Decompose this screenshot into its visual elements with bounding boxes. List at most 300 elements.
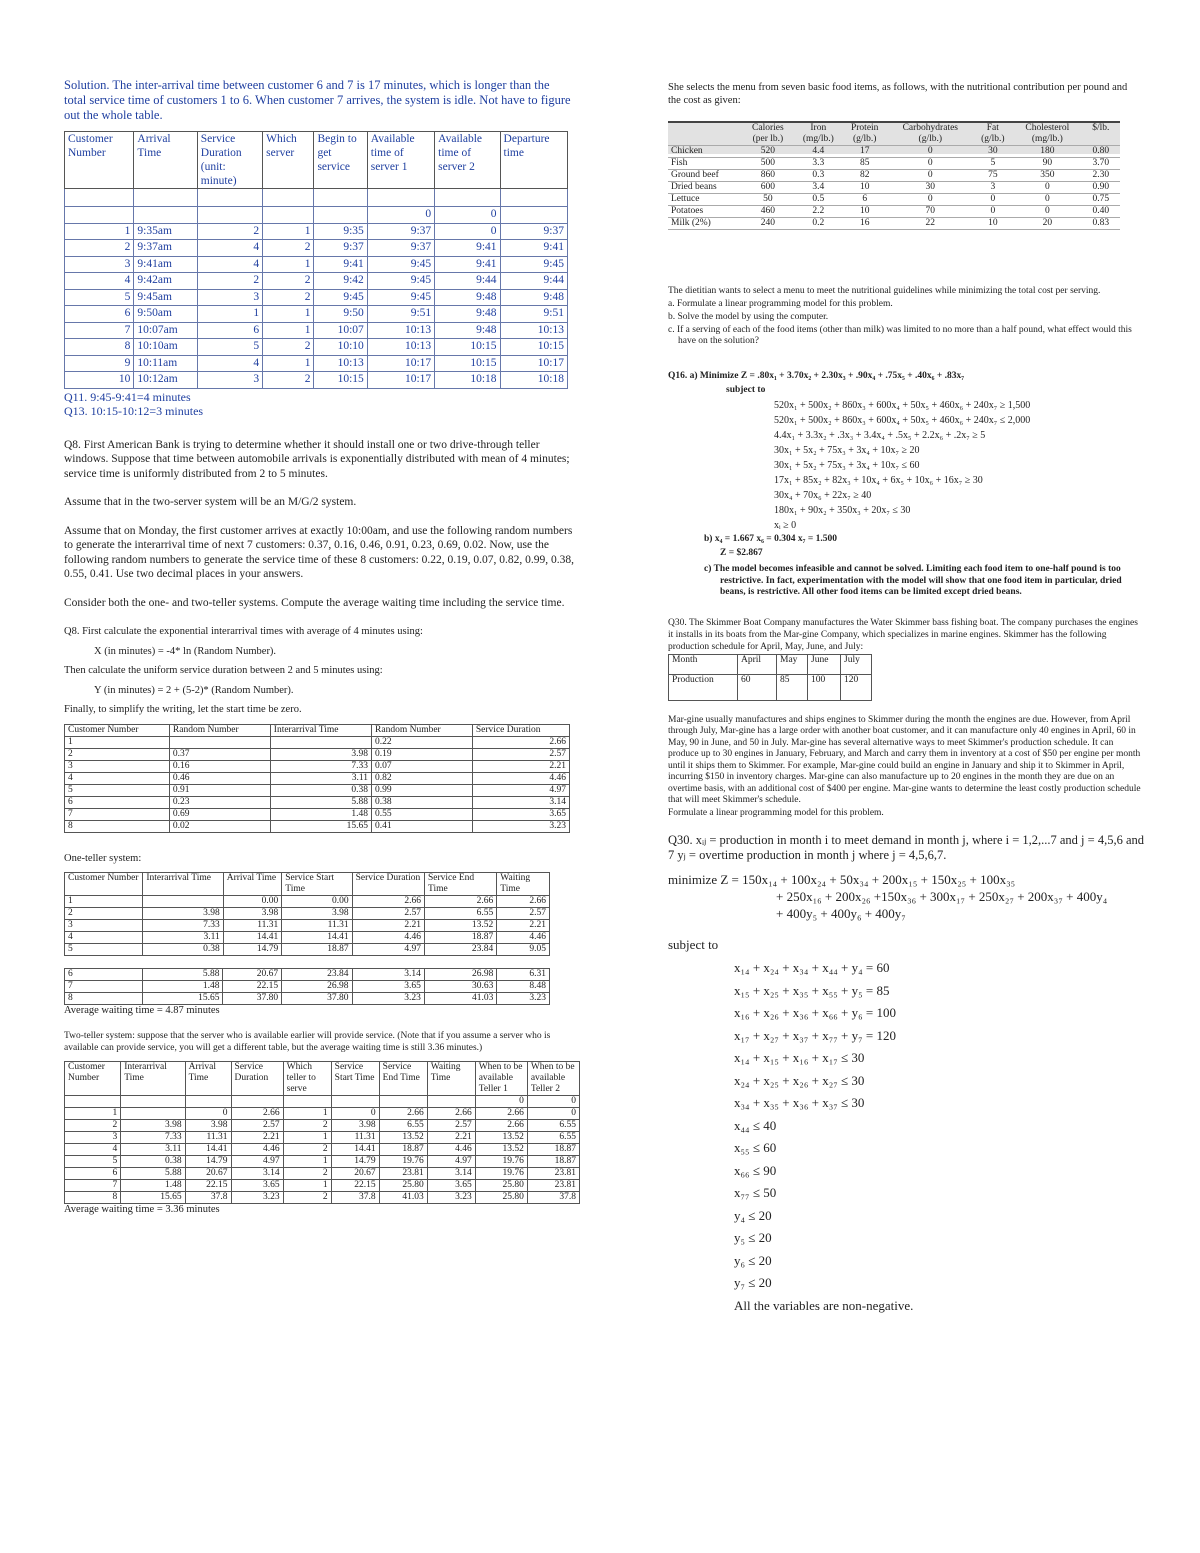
cell: 18.87	[527, 1155, 579, 1167]
arrival-row	[65, 339, 568, 356]
cell: 7.33	[143, 920, 223, 932]
cell: 350	[1013, 170, 1082, 182]
cell: 2	[283, 1167, 331, 1179]
cell: 0.23	[169, 796, 270, 808]
cell: 4	[65, 273, 134, 290]
cell: 3.4	[795, 182, 841, 194]
cell: 9:41	[435, 256, 500, 273]
cell: 10:13	[367, 339, 434, 356]
header-cell: Available time of server 2	[435, 132, 500, 189]
cell: 2	[65, 748, 170, 760]
cell: 3.98	[270, 748, 371, 760]
cell: 4.46	[352, 932, 424, 944]
cell: 2.2	[795, 206, 841, 218]
cell: 9:42	[314, 273, 367, 290]
cell: 9:41	[314, 256, 367, 273]
cell: 2.66	[497, 896, 550, 908]
cell: 2.66	[424, 896, 496, 908]
cell: 2	[65, 908, 143, 920]
cell: 0	[973, 206, 1013, 218]
cell: 500	[741, 158, 795, 170]
cell: 22.15	[331, 1179, 379, 1191]
cell: 1	[263, 306, 314, 323]
random-row	[65, 808, 570, 820]
cell: 3.70	[1082, 158, 1120, 170]
cell: 3.23	[352, 993, 424, 1005]
lp-constraint: x₁₄ + x₁₅ + x₁₆ + x₁₇ ≤ 30	[734, 1050, 865, 1065]
cell: 3.98	[331, 1119, 379, 1131]
one-teller-row	[65, 981, 550, 993]
cell: 19.76	[475, 1167, 527, 1179]
arrival-row	[65, 256, 568, 273]
cell: 85	[842, 158, 888, 170]
cell: 10	[65, 372, 134, 389]
cell: 9:37	[367, 240, 434, 257]
cell: 9:50	[314, 306, 367, 323]
q16-constraint: 30x₁ + 5x₂ + 75x₃ + 3x₄ + 10x₇ ≥ 20	[774, 445, 920, 456]
cell: 0.02	[169, 820, 270, 832]
cell: 25.80	[475, 1179, 527, 1191]
cell: 0.00	[223, 896, 282, 908]
two-teller-row	[65, 1119, 580, 1131]
cell: 10:18	[500, 372, 567, 389]
header-cell: Arrival Time	[223, 873, 282, 896]
cell: June	[808, 654, 841, 674]
q16-constraints	[668, 398, 1148, 533]
cell: 26.98	[424, 969, 496, 981]
header-cell: Fat (g/lb.)	[973, 122, 1013, 146]
cell: 9:48	[435, 289, 500, 306]
two-teller-body	[65, 1095, 580, 1203]
arrival-init-row	[65, 207, 568, 224]
cell: 16	[842, 218, 888, 230]
cell: 6	[65, 306, 134, 323]
cell: 2.21	[427, 1131, 475, 1143]
one-teller-table-continued	[64, 968, 550, 1005]
header-cell: Customer Number	[65, 132, 134, 189]
cell: 0.75	[1082, 194, 1120, 206]
q16-head: Q16. a) Minimize Z = .80x₁ + 3.70x₂ + 2.30x₃ + .90x₄ + .75x₅ + .40x₆ + .83x₇	[668, 371, 965, 381]
cell: 0.00	[282, 896, 352, 908]
cell: 3.65	[427, 1179, 475, 1191]
cell: May	[777, 654, 808, 674]
one-teller-row	[65, 908, 550, 920]
header-cell: Service Start Time	[282, 873, 352, 896]
cell: 13.52	[475, 1143, 527, 1155]
q16-constraint: 17x₁ + 85x₂ + 82x₃ + 10x₄ + 6x₅ + 10x₆ + 16x₇ ≥ 30	[774, 475, 983, 486]
cell: 3	[197, 289, 262, 306]
cell: 41.03	[424, 993, 496, 1005]
cell: 6	[65, 969, 143, 981]
one-teller-row	[65, 969, 550, 981]
header-cell: Service End Time	[424, 873, 496, 896]
two-teller-row	[65, 1191, 580, 1203]
cell: 5	[973, 158, 1013, 170]
header-cell: Cholesterol (mg/lb.)	[1013, 122, 1082, 146]
cell: 0	[435, 207, 500, 224]
q8-calc-2: Then calculate the uniform service duration between 2 and 5 minutes using:	[64, 665, 383, 676]
cell: Potatoes	[668, 206, 741, 218]
cell: 3	[65, 1131, 121, 1143]
cell: 0	[185, 1107, 231, 1119]
arrival-row	[65, 223, 568, 240]
two-teller-intro: Two-teller system: suppose that the server who is available earlier will provide service. (Note that if you assume a server who is available can provide service, you will get a different table, but the average waiting time is still 3.36 minutes.)	[64, 1030, 551, 1053]
cell: 9:51	[367, 306, 434, 323]
cell: 9	[65, 355, 134, 372]
cell: 10	[842, 206, 888, 218]
cell	[169, 736, 270, 748]
cell: 0	[888, 158, 973, 170]
cell: 0.46	[169, 772, 270, 784]
lp-constraint: y₅ ≤ 20	[734, 1230, 772, 1245]
cell: 2.66	[475, 1107, 527, 1119]
food-row	[668, 194, 1120, 206]
cell: 2	[263, 289, 314, 306]
lp-constraint: x₂₄ + x₂₅ + x₂₆ + x₂₇ ≤ 30	[734, 1072, 865, 1088]
cell: 15.65	[121, 1191, 185, 1203]
cell: 0.41	[372, 820, 473, 832]
solution-text: Solution. The inter-arrival time between customer 6 and 7 is 17 minutes, which is longer than the total service time of customers 1 to 6. When customer 7 arrives, the system is idle. Not have to figure out the whole table.	[64, 78, 571, 122]
cell: 4	[197, 355, 262, 372]
cell: 0.55	[372, 808, 473, 820]
lp-constraint: x₁₅ + x₂₅ + x₃₅ + x₅₅ + y₅ = 85	[734, 982, 890, 998]
header-cell: Customer Number	[65, 1061, 121, 1095]
header-cell: Protein (g/lb.)	[842, 122, 888, 146]
cell: 5.88	[143, 969, 223, 981]
arrival-table-header	[65, 132, 568, 189]
one-teller-label: One-teller system:	[64, 852, 142, 864]
cell: 1	[283, 1107, 331, 1119]
cell: 90	[1013, 158, 1082, 170]
random-row	[65, 736, 570, 748]
q16-constraint: 30x₁ + 5x₂ + 75x₃ + 3x₄ + 10x₇ ≤ 60	[774, 460, 920, 471]
cell: 3.65	[352, 981, 424, 993]
cell: 6	[65, 1167, 121, 1179]
cell: 4.46	[497, 932, 550, 944]
cell: 7	[65, 808, 170, 820]
cell: 7.33	[121, 1131, 185, 1143]
cell: 20	[1013, 218, 1082, 230]
lp-constraint: x₇₇ ≤ 50	[734, 1185, 777, 1200]
cell: 2	[283, 1119, 331, 1131]
task-b: b. Solve the model by using the computer.	[668, 312, 829, 322]
cell: 14.41	[282, 932, 352, 944]
cell: 4.97	[352, 944, 424, 956]
header-cell: Service Start Time	[331, 1061, 379, 1095]
cell: 10:18	[435, 372, 500, 389]
cell: 2.66	[472, 736, 569, 748]
cell: Ground beef	[668, 170, 741, 182]
objective-function	[668, 871, 1148, 922]
arrival-row	[65, 289, 568, 306]
cell: 0.19	[372, 748, 473, 760]
food-row	[668, 182, 1120, 194]
q16-constraint: 180x₁ + 90x₂ + 350x₃ + 20x₇ ≤ 30	[774, 505, 911, 516]
cell: 10:17	[367, 372, 434, 389]
one-teller-body-a	[65, 896, 550, 956]
cell: 60	[738, 674, 777, 700]
header-cell: Waiting Time	[497, 873, 550, 896]
cell: 0.83	[1082, 218, 1120, 230]
cell: 2.30	[1082, 170, 1120, 182]
cell: 2	[263, 273, 314, 290]
two-teller-row	[65, 1131, 580, 1143]
cell: 10:07am	[134, 322, 197, 339]
header-cell: When to be available Teller 1	[475, 1061, 527, 1095]
cell: 1	[65, 223, 134, 240]
production-row	[669, 674, 872, 700]
cell: 8	[65, 339, 134, 356]
header-cell: Which server	[263, 132, 314, 189]
food-row	[668, 170, 1120, 182]
cell: 10:15	[500, 339, 567, 356]
cell: 10	[842, 182, 888, 194]
random-row	[65, 760, 570, 772]
cell: 460	[741, 206, 795, 218]
lp-constraint: x₁₇ + x₂₇ + x₃₇ + x₇₇ + y₇ = 120	[734, 1027, 896, 1043]
cell: 2	[197, 273, 262, 290]
header-cell: Customer Number	[65, 873, 143, 896]
cell: 3.23	[497, 993, 550, 1005]
header-cell: Which teller to serve	[283, 1061, 331, 1095]
cell: 3	[65, 256, 134, 273]
arrival-row	[65, 372, 568, 389]
header-cell: Waiting Time	[427, 1061, 475, 1095]
header-cell: Available time of server 1	[367, 132, 434, 189]
cell: 37.8	[185, 1191, 231, 1203]
cell: 30	[888, 182, 973, 194]
one-teller-table	[64, 872, 550, 956]
cell: 10:13	[314, 355, 367, 372]
arrival-row	[65, 306, 568, 323]
cell: Milk (2%)	[668, 218, 741, 230]
header-cell: Service Duration	[352, 873, 424, 896]
cell: 10:13	[500, 322, 567, 339]
cell: 37.8	[527, 1191, 579, 1203]
cell: 18.87	[379, 1143, 427, 1155]
cell: 9:44	[500, 273, 567, 290]
cell: 20.67	[331, 1167, 379, 1179]
cell: 600	[741, 182, 795, 194]
cell: Dried beans	[668, 182, 741, 194]
cell: 23.81	[527, 1179, 579, 1191]
food-row	[668, 206, 1120, 218]
cell: 3.14	[231, 1167, 283, 1179]
cell: 14.41	[331, 1143, 379, 1155]
cell: 4.97	[472, 784, 569, 796]
lp-constraint: y₇ ≤ 20	[734, 1275, 772, 1290]
cell: 0	[1013, 206, 1082, 218]
cell: 4.46	[231, 1143, 283, 1155]
cell: 2.66	[352, 896, 424, 908]
cell: 0.3	[795, 170, 841, 182]
one-teller-average: Average waiting time = 4.87 minutes	[64, 1005, 220, 1016]
cell: 19.76	[475, 1155, 527, 1167]
cell: 3.11	[121, 1143, 185, 1155]
cell: 9:37	[500, 223, 567, 240]
cell: 860	[741, 170, 795, 182]
cell: 2.57	[472, 748, 569, 760]
cell: 10:12am	[134, 372, 197, 389]
cell: 8.48	[497, 981, 550, 993]
q16-subject-to: subject to	[726, 385, 766, 395]
cell: 30.63	[424, 981, 496, 993]
food-table-body	[668, 146, 1120, 230]
cell: 4	[65, 1143, 121, 1155]
cell: 9:45	[314, 289, 367, 306]
cell: 70	[888, 206, 973, 218]
cell: 180	[1013, 146, 1082, 158]
header-cell: Service End Time	[379, 1061, 427, 1095]
q8-consider: Consider both the one- and two-teller systems. Compute the average waiting time including the service time.	[64, 596, 565, 609]
food-row	[668, 158, 1120, 170]
header-cell	[668, 122, 741, 146]
cell: 9:45	[367, 289, 434, 306]
cell: 0.38	[121, 1155, 185, 1167]
cell: 0.80	[1082, 146, 1120, 158]
cell: 1	[283, 1179, 331, 1191]
cell: 3	[65, 920, 143, 932]
q16-z: Z = $2.867	[720, 548, 763, 558]
cell: 0	[527, 1107, 579, 1119]
cell: 1.48	[143, 981, 223, 993]
cell: 20.67	[223, 969, 282, 981]
cell: 120	[841, 674, 872, 700]
random-row	[65, 748, 570, 760]
cell: 9:48	[435, 322, 500, 339]
cell: 6.55	[527, 1119, 579, 1131]
cell: 6.31	[497, 969, 550, 981]
cell: Production	[669, 674, 738, 700]
cell: 5	[65, 784, 170, 796]
cell: 1.48	[121, 1179, 185, 1191]
cell: 1	[65, 896, 143, 908]
cell: Chicken	[668, 146, 741, 158]
cell: 7	[65, 1179, 121, 1191]
header-cell: Customer Number	[65, 724, 170, 736]
arrival-row	[65, 322, 568, 339]
lp-constraint: x₆₆ ≤ 90	[734, 1162, 777, 1178]
cell: 23.84	[282, 969, 352, 981]
q11-answer: Q11. 9:45-9:41=4 minutes	[64, 389, 191, 404]
two-teller-row	[65, 1179, 580, 1191]
cell: 0.99	[372, 784, 473, 796]
cell: 2.21	[472, 760, 569, 772]
cell: 0	[331, 1107, 379, 1119]
cell: 5	[65, 944, 143, 956]
cell: 0.16	[169, 760, 270, 772]
two-teller-table	[64, 1061, 580, 1204]
nonnegativity: All the variables are non-negative.	[734, 1297, 914, 1313]
cell: 18.87	[282, 944, 352, 956]
cell: 10:10	[314, 339, 367, 356]
cell: 0	[888, 146, 973, 158]
arrival-table	[64, 131, 568, 389]
header-cell: Begin to get service	[314, 132, 367, 189]
menu-intro: She selects the menu from seven basic food items, as follows, with the nutritional contribution per pound and the cost as given:	[668, 82, 1128, 106]
q8-formula-2: Y (in minutes) = 2 + (5-2)* (Random Number).	[94, 684, 294, 696]
cell: 22	[888, 218, 973, 230]
cell: 2.66	[427, 1107, 475, 1119]
cell: 9:35	[314, 223, 367, 240]
cell: 11.31	[185, 1131, 231, 1143]
cell: 0	[527, 1095, 579, 1107]
q30-formulate: Formulate a linear programming model for this problem.	[668, 807, 884, 818]
arrival-row	[65, 240, 568, 257]
two-teller-row	[65, 1155, 580, 1167]
header-cell: Interarrival Time	[121, 1061, 185, 1095]
lp-constraint: x₄₄ ≤ 40	[734, 1117, 777, 1133]
cell: 4.4	[795, 146, 841, 158]
cell: 1	[263, 223, 314, 240]
cell: 14.79	[185, 1155, 231, 1167]
cell: 5	[197, 339, 262, 356]
two-teller-average: Average waiting time = 3.36 minutes	[64, 1203, 220, 1215]
q16-constraint: 4.4x₁ + 3.3x₂ + .3x₃ + 3.4x₄ + .5x₅ + 2.2x₆ + .2x₇ ≥ 5	[774, 430, 986, 441]
q8-assume-1: Assume that in the two-server system will be an M/G/2 system.	[64, 496, 357, 508]
cell: 0.38	[143, 944, 223, 956]
cell: 0	[973, 194, 1013, 206]
cell: 11.31	[223, 920, 282, 932]
cell: 23.81	[527, 1167, 579, 1179]
q16-c: c) The model becomes infeasible and cannot be solved. Limiting each food item to one-half pound is too restrictive. In fact, experimentation with the model will show that one food item in particular, dried beans, is restrictive. All other food items can be limited except dried beans.	[704, 564, 1122, 597]
cell: 0	[367, 207, 434, 224]
cell: 9:44	[435, 273, 500, 290]
cell: 520	[741, 146, 795, 158]
cell: 4	[65, 932, 143, 944]
header-cell: Service Duration	[231, 1061, 283, 1095]
cell: 15.65	[270, 820, 371, 832]
header-cell: Interarrival Time	[270, 724, 371, 736]
cell: 9:48	[500, 289, 567, 306]
cell: 23.81	[379, 1167, 427, 1179]
cell: 9:35am	[134, 223, 197, 240]
cell: 0.37	[169, 748, 270, 760]
cell: 8	[65, 993, 143, 1005]
cell: 22.15	[185, 1179, 231, 1191]
cell: 20.67	[185, 1167, 231, 1179]
cell: 3	[65, 760, 170, 772]
cell: 26.98	[282, 981, 352, 993]
cell: 100	[808, 674, 841, 700]
cell: 7.33	[270, 760, 371, 772]
lp-constraint: x₅₅ ≤ 60	[734, 1140, 777, 1155]
cell: 50	[741, 194, 795, 206]
cell: 13.52	[475, 1131, 527, 1143]
cell: 0	[888, 194, 973, 206]
objective-line-3: + 400y₅ + 400y₆ + 400y₇	[776, 905, 906, 921]
header-cell: Carbohydrates (g/lb.)	[888, 122, 973, 146]
cell: 9:41	[435, 240, 500, 257]
header-cell: Arrival Time	[134, 132, 197, 189]
objective-line-2: + 250x₁₆ + 200x₂₆ +150x₃₆ + 300x₁₇ + 250x₂₇ + 200x₃₇ + 400y₄	[776, 888, 1108, 904]
cell: 6.55	[527, 1131, 579, 1143]
cell: 14.79	[223, 944, 282, 956]
q16-constraint: 520x₁ + 500x₂ + 860x₃ + 600x₄ + 50x₅ + 460x₆ + 240x₇ ≤ 2,000	[774, 415, 1031, 426]
one-teller-row	[65, 944, 550, 956]
cell: Month	[669, 654, 738, 674]
q13-answer: Q13. 10:15-10:12=3 minutes	[64, 403, 204, 418]
cell: 1	[283, 1155, 331, 1167]
q30-body: Mar-gine usually manufactures and ships engines to Skimmer during the month the engines are due. However, from April through July, Mar-gine has a large order with another boat customer, and it can manufacture only 40 engines in April, 60 in May, 90 in June, and 50 in July. Mar-gine has several alternative ways to meet Skimmer's production schedule. It can produce up to 30 engines in January, February, and March and carry them in inventory at a cost of $50 per engine per month until it ships them to Skimmer. For example, Mar-gine could build an engine in January and ship it to Skimmer in April, incurring $150 in inventory charges. Mar-gine can also manufacture up to 20 engines in the month they are due on an overtime basis, with an additional cost of $400 per engine. Mar-gine wants to determine the least costly production schedule that will meet Skimmer's schedule.	[668, 714, 1141, 805]
cell: 0.90	[1082, 182, 1120, 194]
cell: Fish	[668, 158, 741, 170]
cell: 37.80	[223, 993, 282, 1005]
cell: 240	[741, 218, 795, 230]
cell: 7	[65, 981, 143, 993]
cell: April	[738, 654, 777, 674]
cell: 11.31	[331, 1131, 379, 1143]
